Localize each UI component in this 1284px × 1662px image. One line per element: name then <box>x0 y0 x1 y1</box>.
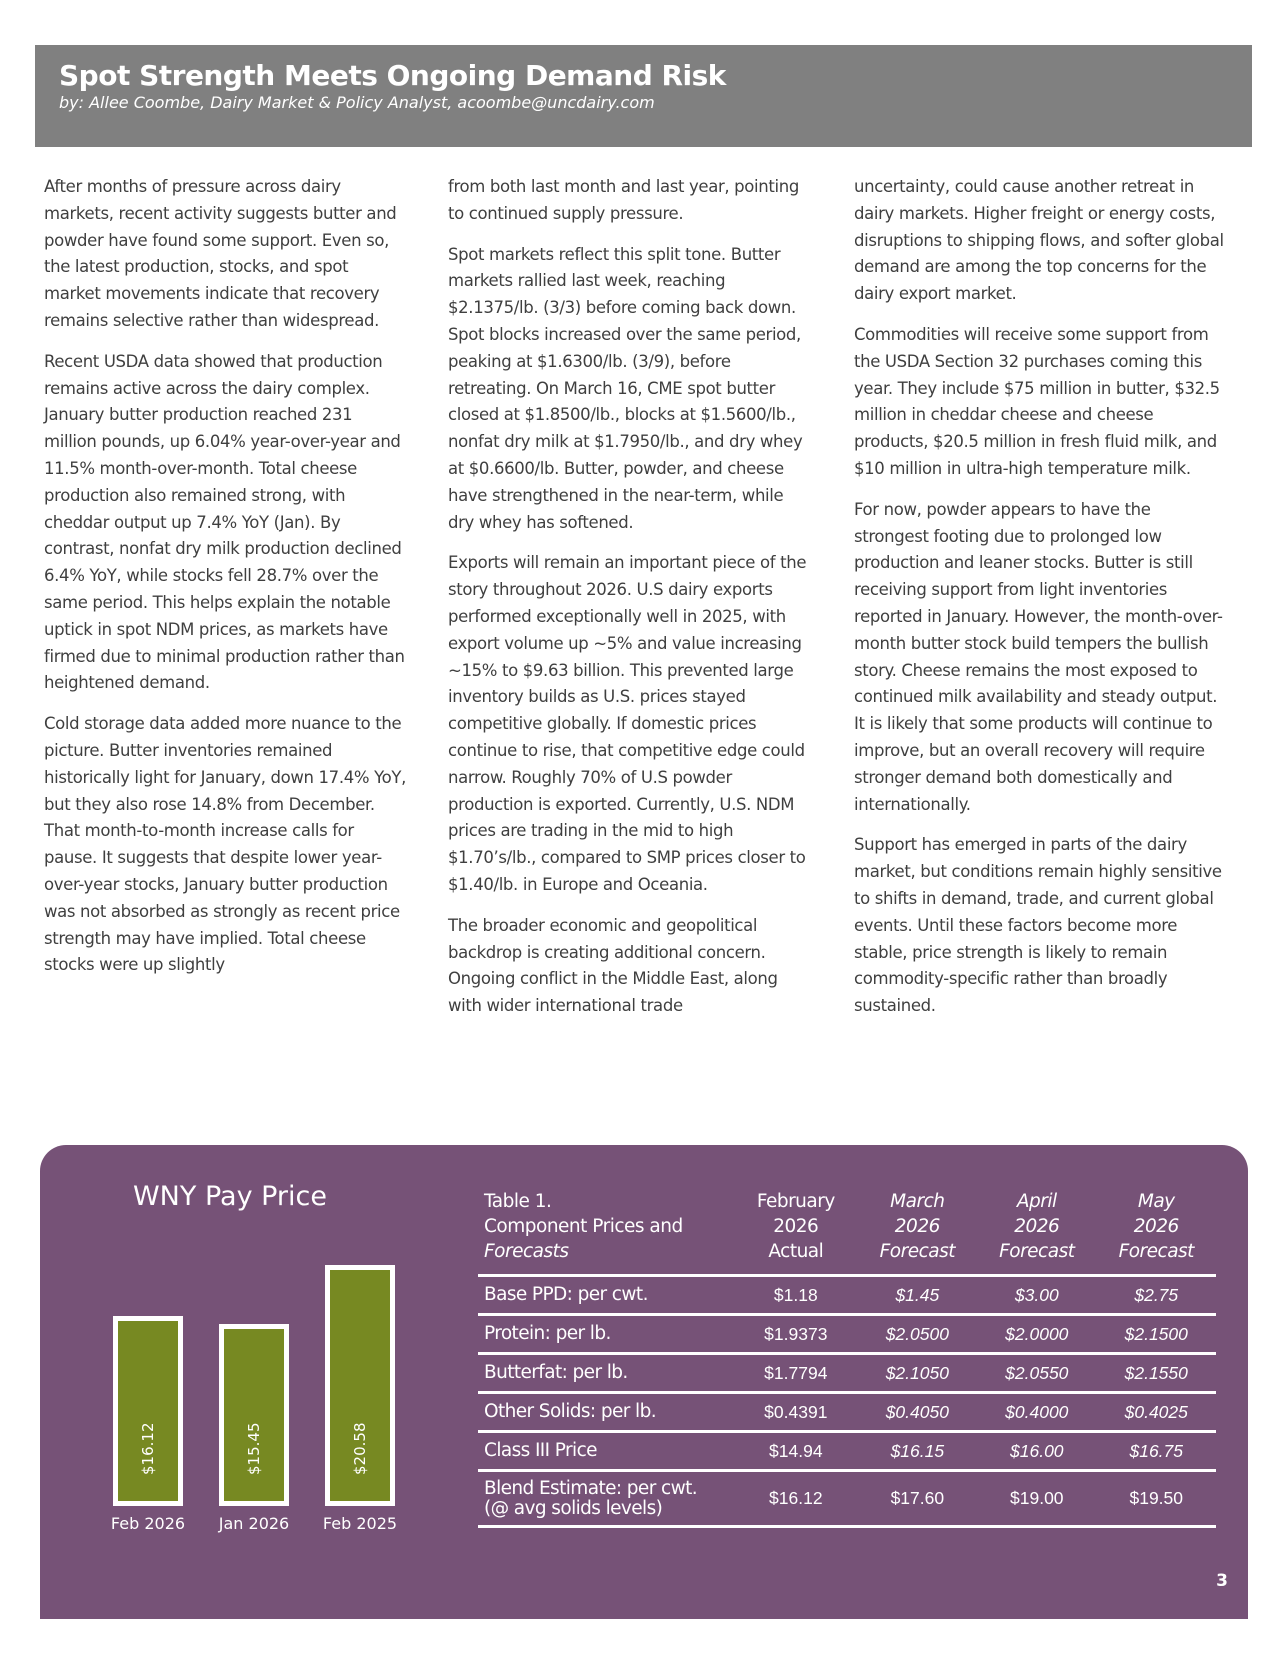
bar-value-label: $16.12 <box>139 1422 157 1475</box>
column-header-may <box>1097 1189 1216 1276</box>
table-header-row <box>478 1189 1216 1276</box>
cell-value: $0.4050 <box>858 1393 977 1432</box>
cell-value: $1.45 <box>858 1276 977 1315</box>
x-axis-label: Jan 2026 <box>218 1514 290 1533</box>
cell-value: $0.4391 <box>734 1393 858 1432</box>
paragraph: The broader economic and geopolitical backdrop is creating additional concern. Ongoing conflict in the Middle East, along with wider international trade <box>448 915 778 1016</box>
column-year: 2026 <box>894 1216 940 1237</box>
table-row <box>478 1354 1216 1393</box>
table-caption <box>478 1189 734 1276</box>
column-month: April <box>1016 1191 1057 1212</box>
paragraph: Cold storage data added more nuance to the picture. Butter inventories remained historically light for January, down 17.4% YoY, but they also rose 14.8% from December. That month-to-month increase calls for pause. It suggests that despite lower year-over-year stocks, January butter production was not absorbed as strongly as recent price strength may have implied. Total cheese stocks were up slightly <box>44 714 407 975</box>
cell-value: $19.00 <box>977 1471 1096 1527</box>
column-header-apr <box>977 1189 1096 1276</box>
cell-value: $2.0500 <box>858 1315 977 1354</box>
cell-value: $3.00 <box>977 1276 1096 1315</box>
row-label-line: Blend Estimate: per cwt. <box>484 1477 698 1499</box>
cell-value: $1.7794 <box>734 1354 858 1393</box>
paragraph: uncertainty, could cause another retreat in dairy markets. Higher freight or energy costs, disruptions to shipping flows, and softer global demand are among the top concerns for the dairy export market. <box>854 177 1224 304</box>
paragraph: For now, powder appears to have the strongest footing due to prolonged low production and leaner stocks. Butter is still receiving support from light inventories reported in January. However, the month-over-month butter stock build tempers the bullish story. Cheese remains the most exposed to continued milk availability and steady output. It is likely that some products will continue to improve, but an overall recovery will require stronger demand both domestically and internationally. <box>854 499 1223 814</box>
cell-value: $0.4025 <box>1097 1393 1216 1432</box>
x-axis-label: Feb 2026 <box>110 1514 186 1533</box>
row-label: Class III Price <box>478 1432 734 1471</box>
table-row <box>478 1432 1216 1471</box>
bar-value-label: $20.58 <box>351 1422 369 1475</box>
table-row <box>478 1315 1216 1354</box>
cell-value: $17.60 <box>858 1471 977 1527</box>
cell-value: $14.94 <box>734 1432 858 1471</box>
bar-jan-2026 <box>219 1324 289 1506</box>
article-title: Spot Strength Meets Ongoing Demand Risk <box>59 59 726 92</box>
paragraph: Exports will remain an important piece of the story throughout 2026. U.S dairy exports performed exceptionally well in 2025, with export volume up ~5% and value increasing ~15% to $9.63 billion. This prevented large inventory builds as U.S. prices stayed competitive globally. If domestic prices continue to rise, that competitive edge could narrow. Roughly 70% of U.S powder production is exported. Currently, U.S. NDM prices are trading in the mid to high $1.70’s/lb., compared to SMP prices closer to $1.40/lb. in Europe and Oceania. <box>448 553 807 894</box>
caption-line: Component Prices and <box>484 1216 683 1237</box>
cell-value: $16.12 <box>734 1471 858 1527</box>
cell-value: $2.0550 <box>977 1354 1096 1393</box>
cell-value: $1.18 <box>734 1276 858 1315</box>
caption-line: Forecasts <box>484 1241 569 1262</box>
row-label: Other Solids: per lb. <box>478 1393 734 1432</box>
caption-line: Table 1. <box>484 1191 552 1212</box>
column-type: Forecast <box>879 1241 956 1262</box>
bar-feb-2025 <box>325 1265 395 1506</box>
column-month: February <box>756 1191 835 1212</box>
cell-value: $19.50 <box>1097 1471 1216 1527</box>
row-label: Base PPD: per cwt. <box>478 1276 734 1315</box>
article-body <box>44 174 1244 1074</box>
cell-value: $2.1500 <box>1097 1315 1216 1354</box>
chart-title: WNY Pay Price <box>132 1181 327 1212</box>
price-panel <box>40 1145 1248 1619</box>
cell-value: $2.1550 <box>1097 1354 1216 1393</box>
column-month: March <box>890 1191 945 1212</box>
row-label: Protein: per lb. <box>478 1315 734 1354</box>
column-year: 2026 <box>773 1216 819 1237</box>
cell-value: $16.00 <box>977 1432 1096 1471</box>
cell-value: $2.75 <box>1097 1276 1216 1315</box>
bar-feb-2026 <box>113 1316 183 1506</box>
cell-value: $2.0000 <box>977 1315 1096 1354</box>
page-number: 3 <box>1216 1571 1228 1591</box>
article-byline: by: Allee Coombe, Dairy Market & Policy Analyst, acoombe@uncdairy.com <box>59 93 655 112</box>
article-column-1 <box>44 174 408 993</box>
paragraph: Recent USDA data showed that production remains active across the dairy complex. January butter production reached 231 million pounds, up 6.04% year-over-year and 11.5% month-over-month. Total cheese production also remained strong, with cheddar output up 7.4% YoY (Jan). By contrast, nonfat dry milk production declined 6.4% YoY, while stocks fell 28.7% over the same period. This helps explain the notable uptick in spot NDM prices, as markets have firmed due to minimal production rather than heightened demand. <box>44 351 405 693</box>
table-row <box>478 1471 1216 1527</box>
column-year: 2026 <box>1133 1216 1179 1237</box>
row-label-line: (@ avg solids levels) <box>484 1497 663 1519</box>
column-header-feb <box>734 1189 858 1276</box>
paragraph: Support has emerged in parts of the dairy market, but conditions remain highly sensitive to shifts in demand, trade, and current global events. Until these factors become more stable, price strength is likely to remain commodity-specific rather than broadly sustained. <box>854 835 1222 1016</box>
paragraph: Spot markets reflect this split tone. Butter markets rallied last week, reaching $2.1375/lb. (3/3) before coming back down. Spot blocks increased over the same period, peaking at $1.6300/lb. (3/9), before retreating. On March 16, CME spot butter closed at $1.8500/lb., blocks at $1.5600/lb., nonfat dry milk at $1.7950/lb., and dry whey at $0.6600/lb. Butter, powder, and cheese have strengthened in the near-term, while dry whey has softened. <box>448 244 803 532</box>
cell-value: $0.4000 <box>977 1393 1096 1432</box>
column-month: May <box>1137 1191 1175 1212</box>
column-type: Forecast <box>999 1241 1075 1262</box>
cell-value: $16.15 <box>858 1432 977 1471</box>
cell-value: $2.1050 <box>858 1354 977 1393</box>
bar-value-label: $15.45 <box>245 1422 263 1475</box>
cell-value: $1.9373 <box>734 1315 858 1354</box>
paragraph: After months of pressure across dairy markets, recent activity suggests butter and powder have found some support. Even so, the latest production, stocks, and spot market movements indicate that recovery remains selective rather than widespread. <box>44 177 397 330</box>
component-prices-table <box>478 1189 1216 1528</box>
row-label <box>478 1471 734 1527</box>
column-type: Actual <box>768 1241 824 1262</box>
column-header-mar <box>858 1189 977 1276</box>
paragraph: from both last month and last year, pointing to continued supply pressure. <box>448 177 799 223</box>
article-column-3 <box>854 174 1226 1034</box>
row-label: Butterfat: per lb. <box>478 1354 734 1393</box>
article-header <box>35 45 1252 147</box>
x-axis-label: Feb 2025 <box>322 1514 398 1533</box>
cell-value: $16.75 <box>1097 1432 1216 1471</box>
column-year: 2026 <box>1014 1216 1060 1237</box>
article-column-2 <box>448 174 812 1034</box>
paragraph: Commodities will receive some support from the USDA Section 32 purchases coming this year. They include $75 million in butter, $32.5 million in cheddar cheese and cheese products, $20.5 million in fresh fluid milk, and $10 million in ultra-high temperature milk. <box>854 324 1220 478</box>
table-row <box>478 1276 1216 1315</box>
column-type: Forecast <box>1118 1241 1194 1262</box>
table-row <box>478 1393 1216 1432</box>
